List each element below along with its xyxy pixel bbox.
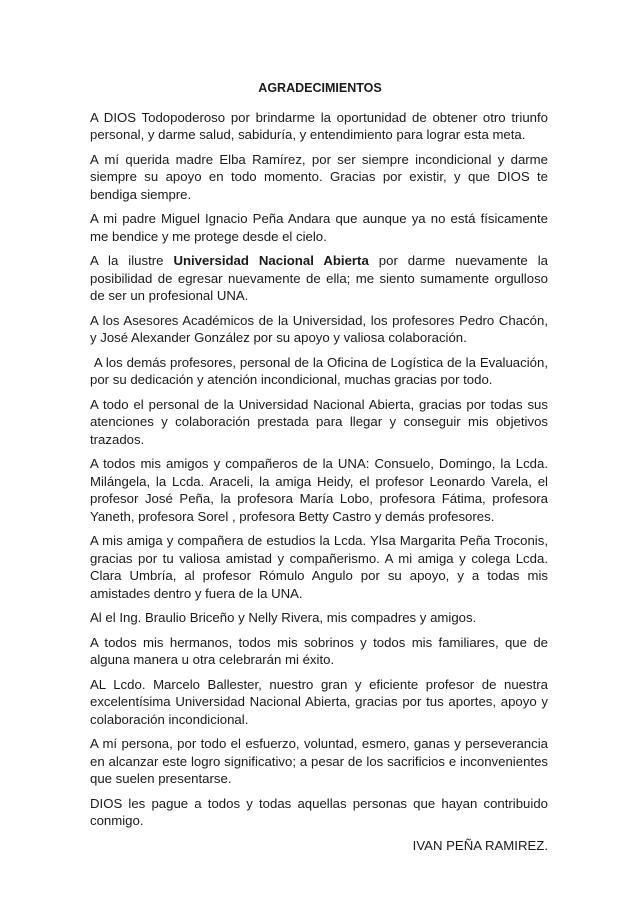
page-title: AGRADECIMIENTOS xyxy=(258,81,382,95)
paragraph-lcdo-ballester: AL Lcdo. Marcelo Ballester, nuestro gran y eficiente profesor de nuestra excelentísima Universidad Nacional Abierta, gracias por tus aportes, apoyo y colaboración incondicional. xyxy=(90,676,548,727)
paragraph-professors: A los demás profesores, personal de la Oficina de Logística de la Evaluación, por su dedicación y atención incondicional, muchas gracias por todo. xyxy=(90,354,552,387)
document-page xyxy=(90,80,552,854)
university-name: Universidad Nacional Abierta xyxy=(173,253,369,268)
paragraph-university xyxy=(90,252,548,305)
author-signature: IVAN PEÑA RAMIREZ. xyxy=(412,837,548,853)
paragraph-self: A mí persona, por todo el esfuerzo, voluntad, esmero, ganas y perseverancia en alcanzar este logro significativo; a pesar de los sacrificios e inconvenientes que suelen presentarse. xyxy=(90,736,548,786)
paragraph-father: A mi padre Miguel Ignacio Peña Andara que aunque ya no está físicamente me bendice y me protege desde el cielo. xyxy=(90,211,548,244)
paragraph-staff: A todo el personal de la Universidad Nacional Abierta, gracias por todas sus atenciones y colaboración prestada para llegar y conseguir mis objetivos trazados. xyxy=(90,396,548,447)
paragraph-classmate: A mis amiga y compañera de estudios la Lcda. Ylsa Margarita Peña Troconis, gracias por tu valiosa amistad y compañerismo. A mi amiga y colega Lcda. Clara Umbría, al profesor Rómulo Angulo por su apoyo, y a todas mis amistades dentro y fuera de la UNA. xyxy=(90,533,548,601)
paragraph-compadres: Al el Ing. Braulio Briceño y Nelly Rivera, mis compadres y amigos. xyxy=(90,610,477,625)
paragraph-god: A DIOS Todopoderoso por brindarme la oportunidad de obtener otro triunfo personal, y darme salud, sabiduría, y entendimiento para lograr esta meta. xyxy=(90,109,548,142)
paragraph-family: A todos mis hermanos, todos mis sobrinos y todos mis familiares, que de alguna manera u otra celebrarán mi éxito. xyxy=(90,634,548,667)
paragraph-university-lead: A la ilustre xyxy=(90,253,174,268)
paragraph-closing: DIOS les pague a todos y todas aquellas personas que hayan contribuido conmigo. xyxy=(90,795,548,828)
paragraph-mother: A mí querida madre Elba Ramírez, por ser siempre incondicional y darme siempre su apoyo en todo momento. Gracias por existir, y que DIOS te bendiga siempre. xyxy=(90,151,548,202)
paragraph-advisors: A los Asesores Académicos de la Universidad, los profesores Pedro Chacón, y José Alexander González por su apoyo y valiosa colaboración. xyxy=(90,312,548,345)
paragraph-friends: A todos mis amigos y compañeros de la UNA: Consuelo, Domingo, la Lcda. Milángela, la Lcda. Araceli, la amiga Heidy, el profesor Leonardo Varela, el profesor José Peña, la profesora María Lobo, profesora Fátima, profesora Yaneth, profesora Sorel , profesora Betty Castro y demás profesores. xyxy=(90,456,548,524)
paragraph-university-rest: por darme nuevamente la posibilidad de egresar nuevamente de ella; me siento sumamente orgulloso de ser un profesional UNA. xyxy=(90,253,548,303)
